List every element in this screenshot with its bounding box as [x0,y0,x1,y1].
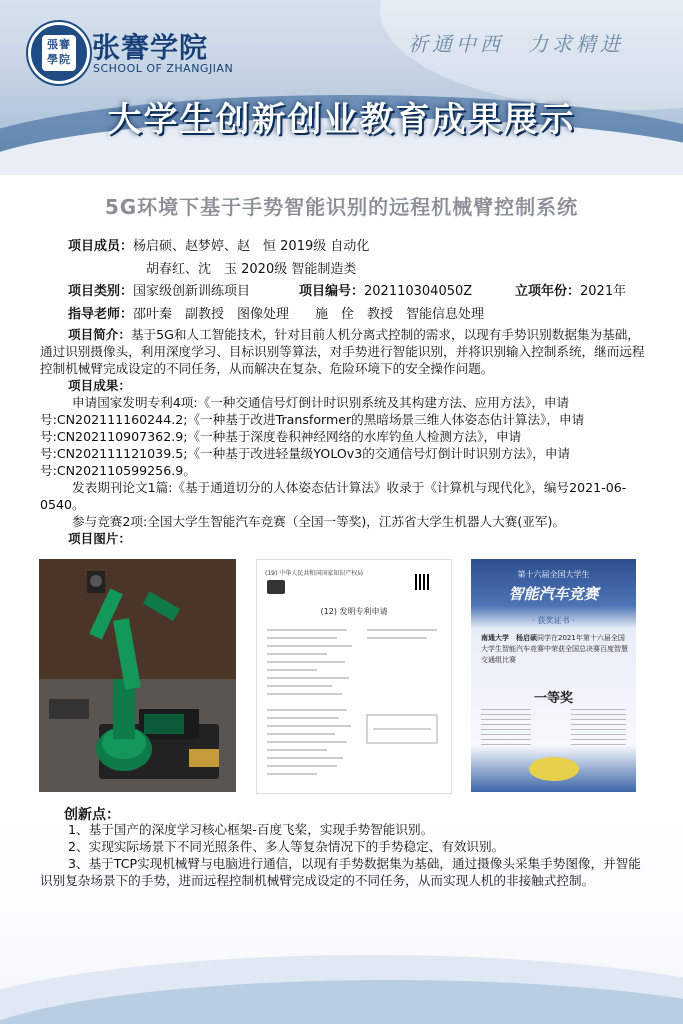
school-logo-seal: 張謇 學院 [42,35,76,71]
advisor-value: 邵叶秦 副教授 图像处理 施 佺 教授 智能信息处理 [133,307,485,322]
innovation-point: 2、实现实际场景下不同光照条件、多人等复杂情况下的手势稳定、有效识别。 [68,839,505,854]
cert-prize: 一等奖 [533,691,573,706]
cert-subtitle: · 获奖证书 · [532,616,575,625]
innovation-point: 3、基于TCP实现机械臂与电脑进行通信，以现有手势数据集为基础，通过摄像头采集手势图像，并智能识别复杂场景下的手势，进而远程控制机械臂完成设定的不同任务，从而实现人机的非接触式控制。 [40,856,641,888]
patent-document-photo [256,559,452,794]
members-line2: 胡春红、沈 玉 2020级 智能制造类 [146,262,357,277]
cert-body-block [481,633,629,666]
intro-text: 基于5G和人工智能技术，针对目前人机分离式控制的需求，以现有手势识别数据集为基础，通过识别摄像头，利用深度学习、目标识别等算法，对手势进行智能识别，并将识别输入控制系统，继而远程控制机械臂完成设定的不同任务，从而解决在复杂、危险环境下的安全操作问题。 [40,327,645,376]
contest-paragraph: 参与竞赛2项:全国大学生智能汽车竞赛（全国一等奖)，江苏省大学生机器人大赛(亚军)。 [72,514,565,529]
members-line1: 杨启硕、赵梦婷、赵 恒 2019级 自动化 [133,239,370,254]
category-label: 项目类别： [68,284,134,299]
main-title: 大学生创新创业教育成果展示 [107,100,576,140]
school-name-en: SCHOOL OF ZHANGJIAN [93,62,234,75]
robot-arm-illustration [39,559,236,792]
cert-body: 同学在2021年第十六届全国大学生智能汽车竞赛中荣获全国总决赛百度智慧交通组比赛 [481,634,628,664]
results-heading [40,377,652,394]
footer-wave [0,925,683,1024]
photos-label: 项目图片： [68,531,131,546]
intro-paragraph [40,326,652,377]
year-label: 立项年份： [515,284,581,299]
members-row [68,235,369,254]
patent-title: (12) 发明专利申请 [320,607,388,616]
advisor-row [68,303,484,322]
intro-label: 项目简介： [68,327,131,342]
trophy-icon [529,757,579,781]
members-row-2 [146,258,356,277]
robot-arm-photo [39,559,236,792]
results-label: 项目成果： [68,378,131,393]
school-motto: 祈通中西 力求精进 [408,32,624,56]
cert-winner: 南通大学 杨启硕 [481,634,537,642]
cert-title: 智能汽车竞赛 [508,585,599,603]
header-banner [0,0,683,175]
patents-paragraph: 申请国家发明专利4项:《一种交通信号灯倒计时识别系统及其构建方法、应用方法》，申请号:CN202111160244.2;《一种基于改进Transformer的黑暗场景三维人体姿态估计算法》，申请号:CN202110907362.9;《一种基于深度卷积神经网络的水库钓鱼人检测方法》，申请号:CN202111121039.5;《一种基于改进轻量级YOLOv3的交通信号灯倒计时识别方法》，申请号:CN202110599256.9。 [40,395,585,478]
cert-text-block [481,709,531,749]
year-value: 2021年 [580,284,627,299]
cert-text-block [571,709,626,749]
number-label: 项目编号： [299,284,365,299]
award-certificate-photo [471,559,636,792]
number-field [299,280,472,299]
patent-text-lines [257,560,451,793]
advisor-label: 指导老师： [68,307,134,322]
photos-heading [40,530,652,547]
school-name-cn: 张謇学院 [92,31,209,64]
number-value: 202110304050Z [364,284,473,299]
project-body [40,326,652,547]
members-label: 项目成员： [68,239,134,254]
patent-header: (19) 中华人民共和国国家知识产权局 [265,570,364,577]
project-title: 5G环境下基于手势智能识别的远程机械臂控制系统 [104,195,579,219]
paper-paragraph: 发表期刊论文1篇:《基于通道切分的人体姿态估计算法》收录于《计算机与现代化》，编号2021-06-0540。 [40,480,627,512]
year-field [515,280,626,299]
innovation-point: 1、基于国产的深度学习核心框架-百度飞桨，实现手势智能识别。 [68,822,434,837]
category-field [68,280,250,299]
innovation-title: 创新点： [64,807,120,823]
category-value: 国家级创新训练项目 [133,284,251,299]
school-logo [28,22,90,84]
innovation-list [40,821,652,889]
cert-edition: 第十六届全国大学生 [517,570,590,579]
